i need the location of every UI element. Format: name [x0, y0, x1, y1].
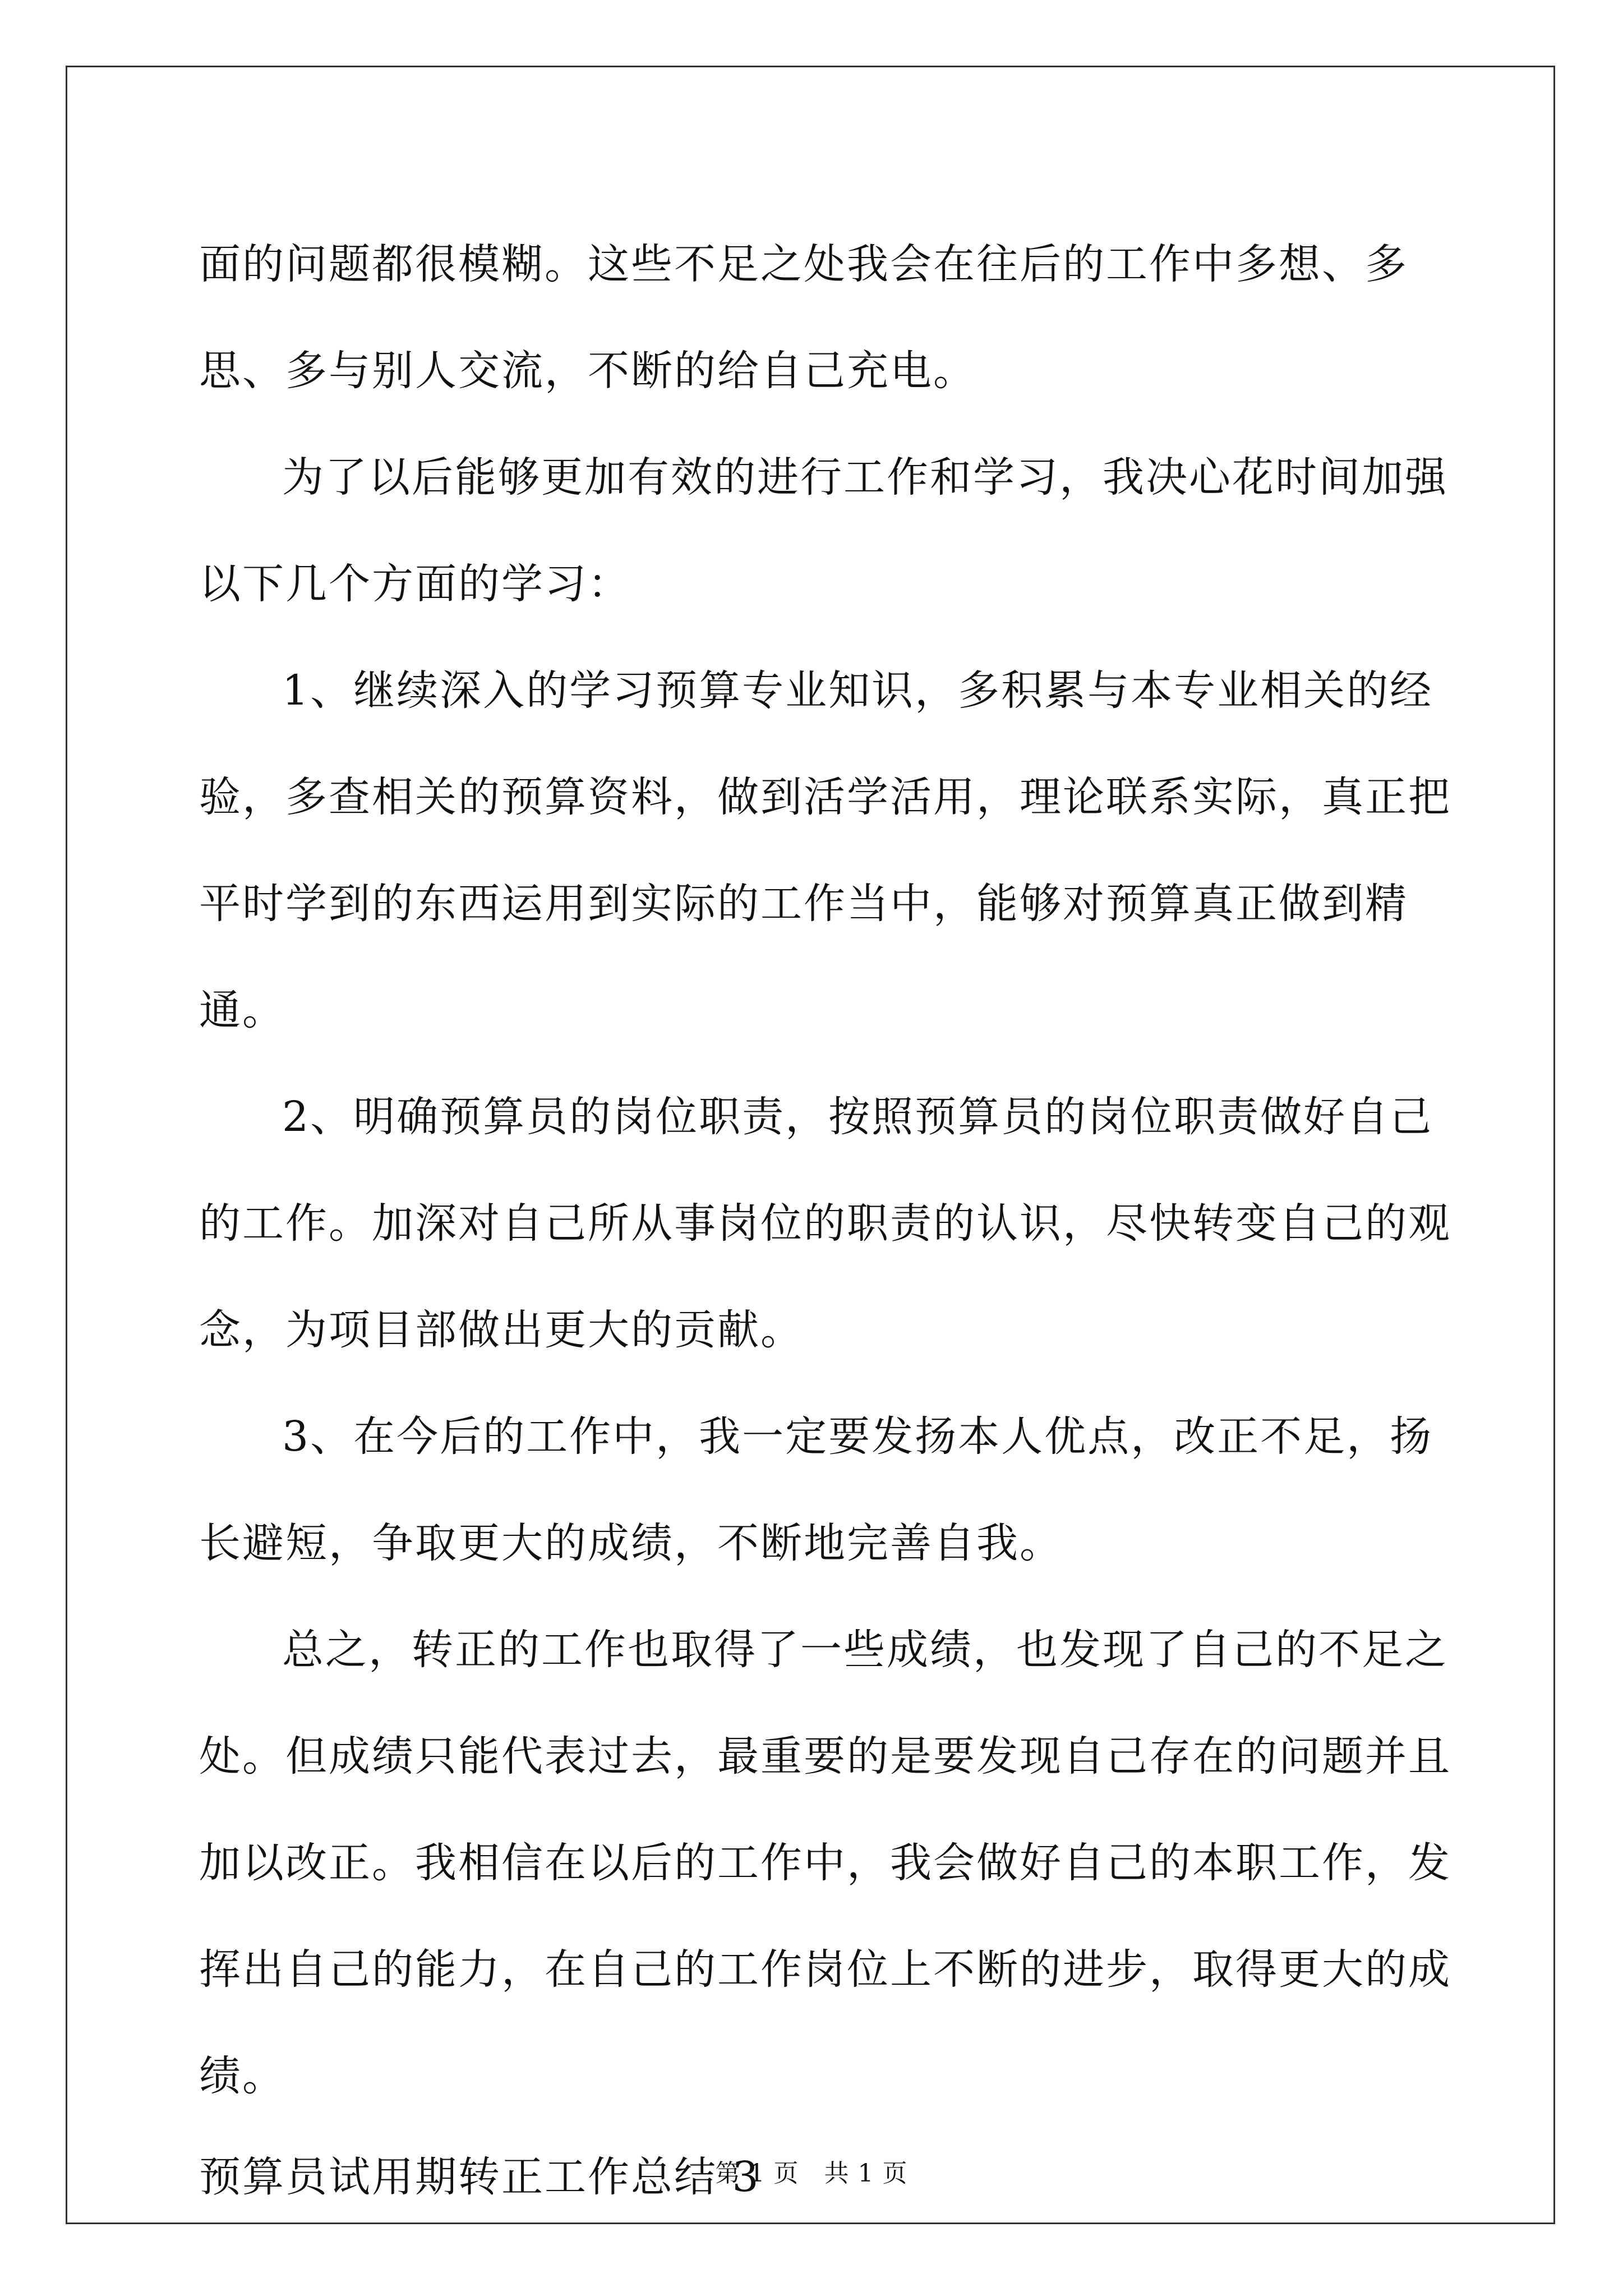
paragraph-continuation: 面的问题都很模糊。这些不足之处我会在往后的工作中多想、多思、多与别人交流，不断的给自己充电。	[199, 240, 1408, 395]
paragraph-intro: 为了以后能够更加有效的进行工作和学习，我决心花时间加强以下几个方面的学习：	[199, 453, 1448, 608]
paragraph-item-1: 1、继续深入的学习预算专业知识，多积累与本专业相关的经验，多查相关的预算资料，做到活学活用，理论联系实际，真正把平时学到的东西运用到实际的工作当中，能够对预算真正做到精通。	[199, 666, 1451, 1034]
paragraph-item-3: 3、在今后的工作中，我一定要发扬本人优点，改正不足，扬长避短，争取更大的成绩，不断地完善自我。	[199, 1412, 1433, 1567]
page-footer: 第 1 页 共 1 页	[715, 2159, 908, 2188]
paragraph-item-2: 2、明确预算员的岗位职责，按照预算员的岗位职责做好自己的工作。加深对自己所从事岗位的职责的认识，尽快转变自己的观念，为项目部做出更大的贡献。	[199, 1093, 1451, 1354]
section-heading: 预算员试用期转正工作总结 3	[199, 2153, 760, 2201]
paragraph-summary: 总之，转正的工作也取得了一些成绩，也发现了自己的不足之处。但成绩只能代表过去，最重要的是要发现自己存在的问题并且加以改正。我相信在以后的工作中，我会做好自己的本职工作，发挥出自己的能力，在自己的工作岗位上不断的进步，取得更大的成绩。	[199, 1626, 1451, 2100]
document-body	[199, 211, 1475, 2219]
